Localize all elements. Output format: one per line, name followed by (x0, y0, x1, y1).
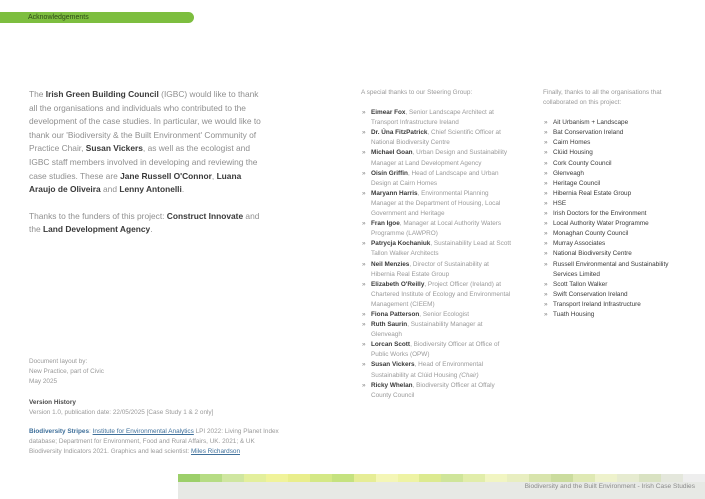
stripe (222, 474, 244, 482)
steering-member-role: , Environmental Planning Manager at the Department of Housing, Local Government and Heritage (371, 189, 501, 218)
steering-member-role: , Sustainability Manager at Glenveagh (371, 321, 483, 339)
organisation-item: » Tuath Housing (543, 310, 683, 320)
stripe (463, 474, 485, 482)
intro-run: , as well as the ecologist and IGBC staff members involved in developing and reviewing the case studies. These are (29, 143, 258, 181)
steering-member (361, 260, 511, 280)
stripe (332, 474, 354, 482)
layout-credit-line-1: Document layout by: (29, 358, 88, 365)
organisation-item: » HSE (543, 199, 683, 209)
intro-run: . (150, 224, 153, 235)
intro-run: and (100, 184, 120, 195)
organisation-item: » Monaghan County Council (543, 229, 683, 239)
steering-member-name: Maryann Harris (371, 189, 418, 197)
stripe (266, 474, 288, 482)
steering-member (361, 189, 511, 219)
steering-lead: A special thanks to our Steering Group: (361, 89, 473, 96)
organisation-item: » Scott Tallon Walker (543, 280, 683, 290)
steering-member-name: Eimear Fox (371, 109, 406, 117)
steering-member (361, 219, 511, 239)
organisation-item: » Irish Doctors for the Environment (543, 209, 683, 219)
steering-member (361, 320, 511, 340)
steering-member-role: , Biodiversity Officer at Offaly County Council (371, 381, 495, 399)
steering-member (361, 360, 511, 380)
stripes-credit-sep: : (89, 428, 93, 435)
steering-member-suffix: (Chair) (457, 371, 479, 379)
organisation-item: » Hibernia Real Estate Group (543, 189, 683, 199)
organisation-item: » Clúid Housing (543, 148, 683, 158)
steering-member (361, 148, 511, 168)
section-tab (0, 12, 194, 23)
steering-member-role: , Sustainability Lead at Scott Tallon Walker Architects (371, 240, 511, 258)
steering-member (361, 128, 511, 148)
steering-member-role: , Manager at Local Authority Waters Programme (LAWPRO) (371, 220, 502, 238)
steering-member-name: Lorcan Scott (371, 341, 411, 349)
stripe (639, 474, 661, 482)
stripes-scientist-link[interactable]: Miles Richardson (190, 448, 240, 455)
layout-credit (29, 357, 279, 387)
version-heading: Version History (29, 399, 76, 406)
intro-highlight: Construct Innovate (166, 210, 244, 221)
steering-member-name: Dr. Úna FitzPatrick (371, 129, 428, 137)
organisations-list (543, 118, 683, 320)
intro-paragraph-1 (29, 88, 267, 197)
organisation-item: » Glenveagh (543, 169, 683, 179)
organisation-item: » Murray Associates (543, 239, 683, 249)
organisation-item: » Local Authority Water Programme (543, 219, 683, 229)
intro-highlight: Luana Araujo de Oliveira (29, 170, 242, 195)
intro-highlight: Land Development Agency (42, 224, 151, 235)
stripe (683, 474, 705, 482)
steering-member-name: Elizabeth O'Reilly (371, 280, 425, 288)
intro-run: The (29, 89, 46, 99)
steering-member-role: , Project Officer (Ireland) at Chartered Institute of Ecology and Environmental Management (CIEEM) (371, 280, 511, 308)
footer-bar (178, 482, 705, 499)
organisation-item: » Cairn Homes (543, 138, 683, 148)
stripe (441, 474, 463, 482)
stripe (288, 474, 310, 482)
intro-text (29, 88, 267, 250)
steering-group-column (361, 88, 511, 401)
steering-member (361, 280, 511, 310)
steering-member-role: , Director of Sustainability at Hibernia Real Estate Group (371, 260, 489, 278)
steering-member-role: , Biodiversity Officer at Office of Public Works (OPW) (371, 341, 500, 359)
stripe (310, 474, 332, 482)
stripe (617, 474, 639, 482)
intro-highlight: Jane Russell O'Connor (120, 170, 212, 181)
intro-run: , (211, 170, 217, 181)
steering-member-name: Fran Igoe (371, 220, 400, 228)
footer-text: Biodiversity and the Built Environment - Irish Case Studies (524, 483, 695, 490)
steering-member (361, 169, 511, 189)
steering-member-name: Michael Goan (371, 149, 413, 157)
biodiversity-stripes (178, 474, 705, 482)
steering-member-name: Susan Vickers (371, 361, 415, 369)
stripe (376, 474, 398, 482)
steering-member (361, 239, 511, 259)
organisation-item: » Transport Ireland Infrastructure (543, 300, 683, 310)
intro-run: and the (29, 210, 260, 235)
organisation-item: » Cork County Council (543, 159, 683, 169)
steering-member-name: Ruth Saurin (371, 321, 408, 329)
steering-member-name: Fiona Patterson (371, 310, 420, 318)
organisation-item: » Swift Conservation Ireland (543, 290, 683, 300)
version-text: Version 1.0, publication date: 22/05/2025 [Case Study 1 & 2 only] (29, 409, 214, 416)
stripe (178, 474, 200, 482)
version-history (29, 398, 279, 418)
organisation-item: » Heritage Council (543, 179, 683, 189)
organisation-item: » Russell Environmental and Sustainability Services Limited (543, 260, 683, 280)
stripe (595, 474, 617, 482)
stripe (551, 474, 573, 482)
organisation-item: » Bat Conservation Ireland (543, 128, 683, 138)
intro-run: Thanks to the funders of this project: (29, 210, 167, 221)
organisation-item: » National Biodiversity Centre (543, 249, 683, 259)
steering-member-role: , Senior Ecologist (419, 310, 470, 318)
steering-member-name: Patrycja Kochaniuk (371, 240, 431, 248)
stripe (661, 474, 683, 482)
stripe (419, 474, 441, 482)
intro-run: . (181, 184, 185, 195)
stripe (573, 474, 595, 482)
stripe (244, 474, 266, 482)
steering-member-role: , Senior Landscape Architect at Transport Infrastructure Ireland (371, 109, 494, 127)
layout-credit-line-3: May 2025 (29, 378, 58, 385)
stripes-credit (29, 427, 279, 457)
layout-credit-line-2: New Practice, part of Civic (29, 368, 104, 375)
steering-member-name: Oisín Griffin (371, 169, 408, 177)
organisations-column (543, 88, 683, 320)
stripe (507, 474, 529, 482)
intro-paragraph-2 (29, 210, 267, 237)
stripes-credit-link[interactable]: Institute for Environmental Analytics (92, 428, 194, 435)
intro-highlight: Susan Vickers (85, 143, 143, 154)
intro-highlight: Irish Green Building Council (45, 89, 159, 99)
stripe (200, 474, 222, 482)
steering-member (361, 108, 511, 128)
steering-member (361, 340, 511, 360)
steering-member-role: , Head of Environmental Sustainability at Clúid Housing (371, 361, 484, 379)
stripes-credit-text: LPI 2022: Living Planet Index database; Department for Environment, Food and Rural Affairs, UK. 2021; & UK Biodiversity Indicators 2021. Graphics and lead scientist: (29, 428, 279, 455)
steering-member (361, 381, 511, 401)
steering-member-name: Ricky Whelan (371, 381, 413, 389)
section-tab-label: Acknowledgements (28, 14, 89, 21)
steering-member-role: , Urban Design and Sustainability Manager at Land Development Agency (371, 149, 508, 167)
organisation-item: » Ait Urbanism + Landscape (543, 118, 683, 128)
intro-run: (IGBC) would like to thank all the organisations and individuals who contributed to the development of the case studies. In particular, we would like to thank our 'Biodiversity & the Built Environment' Community of Practice Chair, (29, 89, 261, 154)
steering-member-role: , Head of Landscape and Urban Design at Cairn Homes (371, 169, 499, 187)
steering-list (361, 108, 511, 401)
stripe (354, 474, 376, 482)
stripe (398, 474, 420, 482)
steering-member-role: , Chief Scientific Officer at National Biodiversity Centre (371, 129, 501, 147)
stripes-credit-label: Biodiversity Stripes (29, 428, 90, 435)
steering-member (361, 310, 511, 320)
organisations-lead: Finally, thanks to all the organisations that collaborated on this project: (543, 89, 662, 107)
stripe (485, 474, 507, 482)
stripe (529, 474, 551, 482)
steering-member-name: Neil Menzies (371, 260, 410, 268)
intro-highlight: Lenny Antonelli (119, 184, 182, 195)
